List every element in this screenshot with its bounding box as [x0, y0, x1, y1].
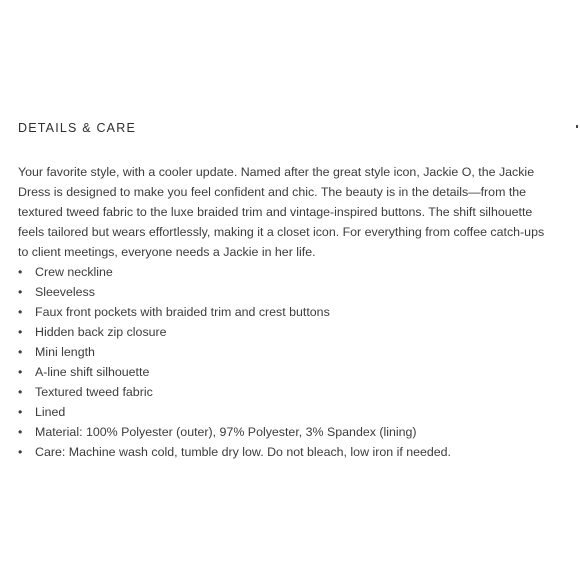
product-description: [18, 162, 580, 262]
list-item-text: Material: 100% Polyester (outer), 97% Polyester, 3% Spandex (lining): [35, 425, 417, 439]
list-item-text: Crew neckline: [35, 265, 113, 279]
bullet-icon: •: [18, 345, 23, 359]
list-item: [18, 342, 580, 362]
list-item-text: Hidden back zip closure: [35, 325, 167, 339]
list-item: [18, 322, 580, 342]
bullet-icon: •: [18, 445, 23, 459]
list-item: [18, 302, 580, 322]
details-care-panel: [18, 120, 580, 462]
description-line: textured tweed fabric to the luxe braided trim and vintage-inspired buttons. The shift silhouette: [18, 205, 533, 219]
list-item: [18, 402, 580, 422]
bullet-icon: •: [18, 325, 23, 339]
list-item-text: A-line shift silhouette: [35, 365, 150, 379]
description-line: to client meetings, everyone needs a Jackie in her life.: [18, 245, 316, 259]
feature-list: [18, 262, 580, 462]
list-item: [18, 282, 580, 302]
section-heading: DETAILS & CARE: [18, 121, 136, 135]
description-line: feels tailored but wears effortlessly, making it a closet icon. For everything from coffee catch-ups: [18, 225, 545, 239]
bullet-icon: •: [18, 265, 23, 279]
list-item: [18, 262, 580, 282]
list-item: [18, 362, 580, 382]
bullet-icon: •: [18, 425, 23, 439]
list-item: [18, 422, 580, 442]
bullet-icon: •: [18, 405, 23, 419]
list-item-text: Mini length: [35, 345, 95, 359]
list-item-text: Sleeveless: [35, 285, 95, 299]
bullet-icon: •: [18, 305, 23, 319]
description-line: Your favorite style, with a cooler update. Named after the great style icon, Jackie O, the Jackie: [18, 165, 535, 179]
list-item-text: Lined: [35, 405, 66, 419]
list-item-text: Care: Machine wash cold, tumble dry low. Do not bleach, low iron if needed.: [35, 445, 451, 459]
list-item: [18, 442, 580, 462]
bullet-icon: •: [18, 385, 23, 399]
description-line: Dress is designed to make you feel confident and chic. The beauty is in the details—from the: [18, 185, 527, 199]
bullet-icon: •: [18, 285, 23, 299]
collapse-toggle-icon[interactable]: [576, 125, 578, 128]
bullet-icon: •: [18, 365, 23, 379]
list-item: [18, 382, 580, 402]
list-item-text: Faux front pockets with braided trim and crest buttons: [35, 305, 330, 319]
list-item-text: Textured tweed fabric: [35, 385, 153, 399]
